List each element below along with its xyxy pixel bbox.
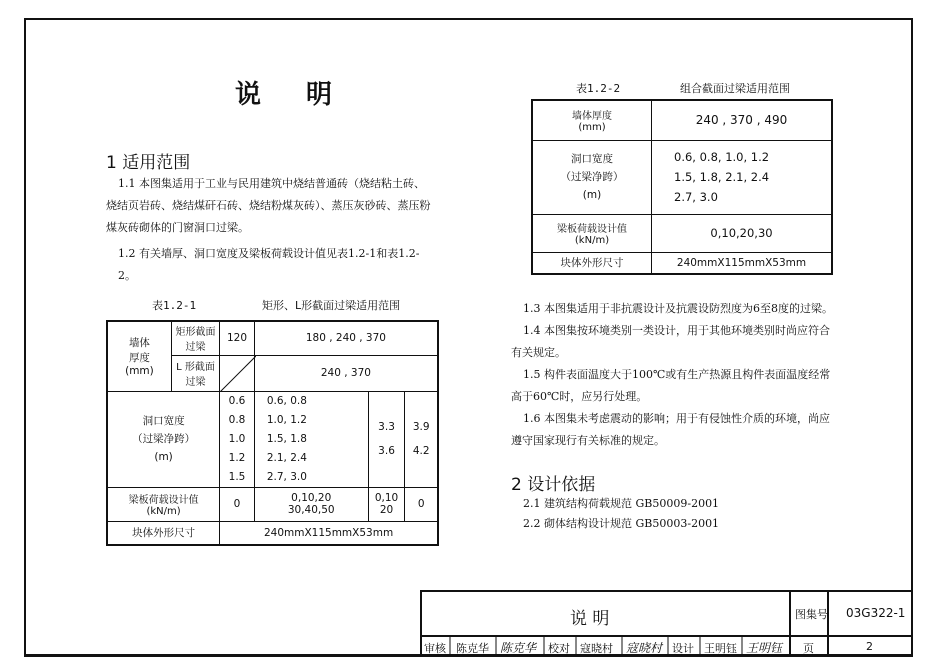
table2 [531,99,833,275]
tb-atlas-no: 03G322-1 [846,606,906,620]
t2-opening-label: 洞口宽度 （过梁净跨） (m) [532,140,652,214]
p13: 1.3 本图集适用于非抗震设计及抗震设防烈度为6至8度的过梁。 [523,302,833,315]
t1-block-label: 块体外形尺寸 [107,521,220,545]
p15-line1: 1.5 构件表面温度大于100℃或有生产热源且构件表面温度经常 [523,368,831,381]
tb-sign-dividers [420,636,790,657]
p1-line3: 煤灰砖砌体的门窗洞口过梁。 [106,221,249,234]
t1-block-value: 240mmX115mmX53mm [220,521,438,545]
tb-review-label: 审核 [424,642,446,655]
t1-col-d: 3.9 4.2 [405,391,438,487]
tb-page-no: 2 [866,640,873,653]
t1-col-a: 0.6 0.8 1.0 1.2 1.5 [220,391,255,487]
p1-line2: 烧结页岩砖、烧结煤矸石砖、烧结粉煤灰砖）、蒸压灰砂砖、蒸压粉 [106,199,431,212]
table1-caption-no: 表1.2-1 [152,299,197,312]
t1-l-label: L 形截面 过梁 [171,355,219,391]
t2-wall-value: 240 , 370 , 490 [652,100,833,140]
t2-block-label: 块体外形尺寸 [532,252,652,274]
t1-wall-label: 墙体 厚度 (mm) [107,321,171,391]
t2-block-value: 240mmX115mmX53mm [652,252,833,274]
tb-review-name: 陈克华 [456,642,489,655]
tb-design-name: 王明钰 [704,642,737,655]
t1-load-label: 梁板荷载设计值 (kN/m) [107,487,220,521]
p14-line2: 有关规定。 [511,346,566,359]
t2-opening-value: 0.6, 0.8, 1.0, 1.2 1.5, 1.8, 2.1, 2.4 2.7, 3.0 [652,140,833,214]
tb-title: 说 明 [570,609,610,629]
section2-list [523,494,719,534]
p2: 1.2 有关墙厚、洞口宽度及梁板荷载设计值见表1.2-1和表1.2-2。 [118,247,420,282]
t2-wall-label: 墙体厚度 (mm) [532,100,652,140]
t1-load-d: 0 [405,487,438,521]
tb-review-signature: 陈克华 [500,641,537,655]
tb-design-label: 设计 [672,642,694,655]
diagonal-line [220,356,256,392]
t1-load-a: 0 [220,487,255,521]
p16-line1: 1.6 本图集未考虑震动的影响；用于有侵蚀性介质的环境，尚应 [523,412,830,425]
tb-check-label: 校对 [548,642,570,655]
p16-line2: 遵守国家现行有关标准的规定。 [511,434,665,447]
title-block [420,590,913,657]
t1-rect-first: 120 [220,321,255,355]
tb-page-label: 页 [803,642,814,655]
t1-load-c: 0,10 20 [368,487,405,521]
tb-check-signature: 寇晓村 [626,641,663,655]
p15-line2: 高于60℃时，应另行处理。 [511,390,648,403]
t1-rect-values: 180 , 240 , 370 [254,321,438,355]
t1-rect-label: 矩形截面 过梁 [171,321,219,355]
table1 [106,320,439,546]
tb-atlas-label: 图集号 [795,608,828,621]
tb-design-signature: 王明钰 [746,641,783,655]
right-paragraphs [511,298,841,452]
t2-load-label: 梁板荷载设计值 (kN/m) [532,214,652,252]
t1-l-values: 240 , 370 [254,355,438,391]
t1-diagonal-cell [220,355,255,391]
page-title: 说 明 [235,80,351,110]
p1-line1: 1.1 本图集适用于工业与民用建筑中烧结普通砖（烧结粘土砖、 [118,177,425,190]
t1-load-b: 0,10,20 30,40,50 [254,487,368,521]
section2-heading: 2 设计依据 [511,475,596,495]
p14-line1: 1.4 本图集按环境类别一类设计，用于其他环境类别时尚应符合 [523,324,830,337]
table2-caption-no: 表1.2-2 [576,82,621,95]
section1-paragraph [106,173,436,287]
tb-check-name: 寇晓村 [580,642,613,655]
table1-caption-title: 矩形、L形截面过梁适用范围 [262,299,401,312]
t1-col-c: 3.3 3.6 [368,391,405,487]
t1-opening-label: 洞口宽度 （过梁净跨） (m) [107,391,220,487]
section2-item2: 2.2 砌体结构设计规范 GB50003-2001 [523,517,720,530]
t1-col-b: 0.6, 0.8 1.0, 1.2 1.5, 1.8 2.1, 2.4 2.7, 3.0 [254,391,368,487]
table2-caption-title: 组合截面过梁适用范围 [680,82,790,95]
section1-heading: 1 适用范围 [106,153,191,173]
section2-item1: 2.1 建筑结构荷载规范 GB50009-2001 [523,497,720,510]
t2-load-value: 0,10,20,30 [652,214,833,252]
